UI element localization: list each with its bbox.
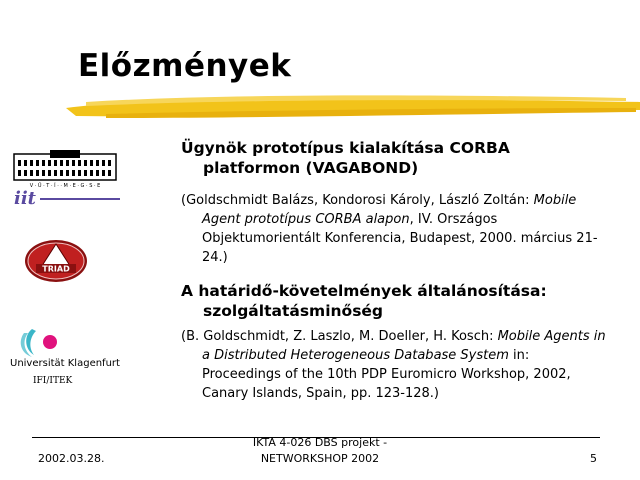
ref-venue: in: Proceedings of the 10th PDP Euromicro Workshop, 2002, Canary Islands, Spain, pp. 123-128.)	[202, 348, 571, 401]
slide-title: Előzmények	[78, 48, 292, 84]
ref-venue: , IV. Országos Objektumorientált Konferencia, Budapest, 2000. március 21-24.)	[202, 212, 598, 265]
triad-logo	[24, 238, 88, 284]
ref-authors: (B. Goldschmidt, Z. Laszlo, M. Doeller, H. Kosch:	[181, 329, 498, 344]
item-heading-qos: A határidő-követelmények általánosítása: szolgáltatásminőség	[181, 282, 547, 320]
ref-authors: (Goldschmidt Balázs, Kondorosi Károly, László Zoltán:	[181, 193, 534, 208]
footer-project-line1: IKTA 4-026 DBS projekt -	[252, 436, 388, 449]
ref-title: Mobile Agent prototípus CORBA alapon	[202, 193, 577, 227]
ref-title: Mobile Agents in a Distributed Heterogeneous Database System	[202, 329, 606, 363]
item-heading-vagabond: Ügynök prototípus kialakítása CORBA platformon (VAGABOND)	[181, 139, 510, 177]
klagenfurt-wordmark: Universität Klagenfurt	[10, 358, 120, 369]
content-list	[181, 138, 611, 403]
bme-caption: V · Ü · T · Í · · M · E · G · S · E	[29, 183, 101, 189]
footer-project-line2: NETWORKSHOP 2002	[260, 452, 380, 465]
page-number: 5	[590, 452, 597, 465]
title-brush-stroke	[66, 88, 640, 122]
bme-iit-logo	[10, 150, 120, 208]
ifi-itek-label: IFI/ITEK	[33, 376, 73, 386]
item-reference-vagabond	[181, 191, 611, 267]
item-reference-qos	[181, 327, 611, 403]
footer-date: 2002.03.28.	[38, 452, 105, 465]
iit-wordmark: iit	[14, 188, 36, 208]
triad-wordmark: TRIAD	[42, 264, 70, 274]
footer-project	[200, 435, 440, 467]
